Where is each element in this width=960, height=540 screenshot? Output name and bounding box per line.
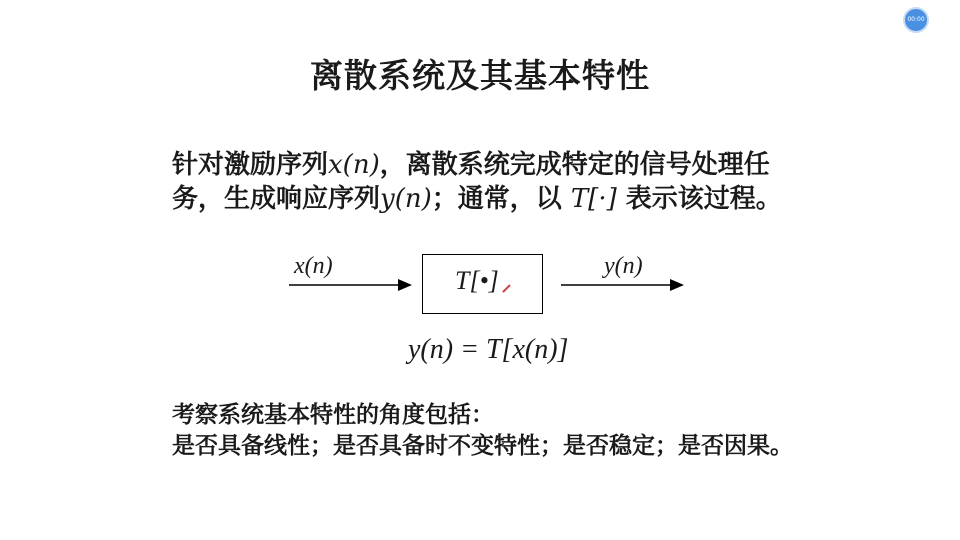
para-x-n: x(n) xyxy=(328,150,380,180)
para-text-2: ，离散系统完成特定的信号处理任务，生成响应序列 xyxy=(172,150,770,214)
para-y-n: y(n) xyxy=(380,184,432,214)
properties-text xyxy=(172,400,812,462)
system-box-label: T[•] xyxy=(455,266,499,295)
para-text-1: 针对激励序列 xyxy=(172,150,329,180)
para-text-3: ；通常，以 xyxy=(431,184,562,214)
para-t-op: T[·] xyxy=(570,184,617,214)
system-formula: y(n) = T[x(n)] xyxy=(408,334,569,365)
output-label: y(n) xyxy=(604,253,643,279)
para-text-4: 表示该过程。 xyxy=(625,184,782,214)
input-arrow-head xyxy=(398,279,412,291)
input-label: x(n) xyxy=(294,253,333,279)
output-arrow-head xyxy=(670,279,684,291)
timer-badge[interactable]: 00:00 xyxy=(903,7,929,33)
pen-cursor-icon xyxy=(502,283,512,293)
slide-title: 离散系统及其基本特性 xyxy=(310,56,650,95)
properties-line-2: 是否具备线性；是否具备时不变特性；是否稳定；是否因果。 xyxy=(172,433,793,459)
properties-line-1: 考察系统基本特性的角度包括： xyxy=(172,402,494,428)
